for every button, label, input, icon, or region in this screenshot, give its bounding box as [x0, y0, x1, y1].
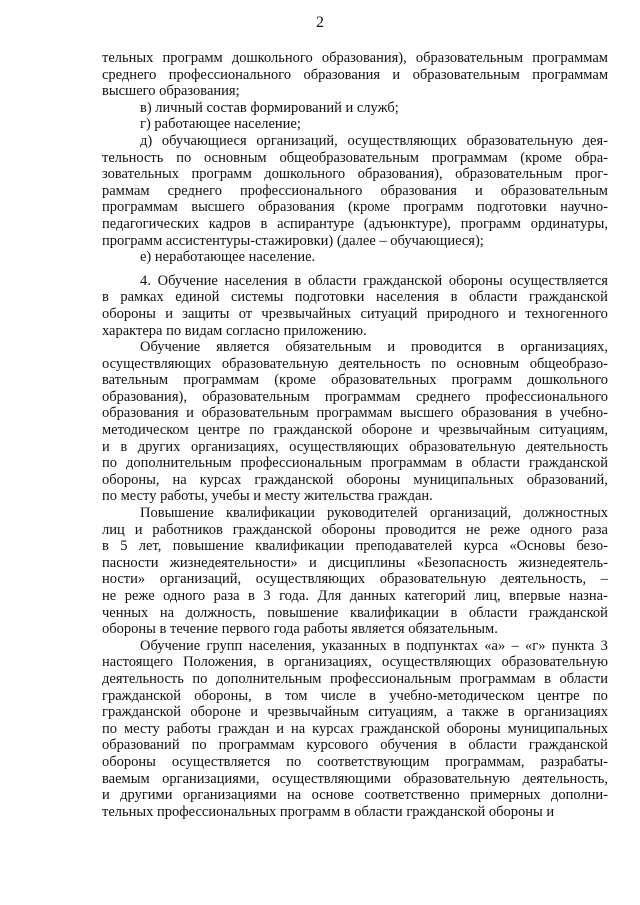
text-line: пасности жизнедеятельности» и дисциплины «Безопасность жизнедеятель-	[102, 554, 608, 571]
page-number: 2	[316, 14, 324, 31]
text-line: образований по программам курсового обучения в области гражданской	[102, 737, 608, 754]
text-line: ности» организаций, осуществляющих образовательную деятельность, –	[102, 571, 608, 588]
text-line: гражданской обороны, в том числе в учебно-методическом центре по	[102, 687, 608, 704]
text-line: ваемым организациями, осуществляющими образовательную деятельность,	[102, 770, 608, 787]
text-line: программ ассистентуры-стажировки) (далее – обучающиеся);	[102, 232, 484, 249]
text-line: в 5 лет, повышение квалификации преподавателей курса «Основы безо-	[102, 538, 608, 555]
text-line: и другими организациями на основе соответственно примерных дополни-	[102, 787, 608, 804]
text-line: настоящего Положения, в организациях, осуществляющих образовательную	[102, 654, 608, 671]
paragraph	[102, 339, 608, 505]
text-line: деятельность по дополнительным профессиональным программам в области	[102, 670, 608, 687]
text-line: в) личный состав формирований и служб;	[140, 99, 399, 116]
text-line: характера по видам согласно приложению.	[102, 322, 367, 339]
paragraph	[102, 116, 608, 133]
paragraph	[102, 100, 608, 117]
text-line: зовательных программ дошкольного образования), образовательным прог-	[102, 166, 608, 183]
text-line: лиц и работников гражданской обороны проводится не реже одного раза	[102, 521, 608, 538]
text-line: ченных на должность, повышение квалификации в области гражданской	[102, 604, 608, 621]
text-line: программам высшего образования (кроме программ подготовки научно-	[102, 199, 608, 216]
text-line: среднего профессионального образования и образовательным программам	[102, 66, 608, 83]
text-line: методическом центре по гражданской обороне и чрезвычайным ситуациям,	[102, 422, 608, 439]
text-line: высшего образования;	[102, 83, 240, 100]
text-line: не реже одного раза в 3 года. Для данных категорий лиц, впервые назна-	[102, 588, 608, 604]
text-line: обороны и защиты от чрезвычайных ситуаций природного и техногенного	[102, 305, 608, 322]
text-line: 4. Обучение населения в области гражданской обороны осуществляется	[140, 272, 608, 289]
text-line: тельность по основным общеобразовательным программам (кроме обра-	[102, 149, 608, 166]
paragraph	[102, 638, 608, 821]
paragraph	[102, 249, 608, 266]
text-line: в рамках единой системы подготовки населения в области гражданской	[102, 289, 608, 306]
paragraph	[102, 505, 608, 638]
paragraph	[102, 50, 608, 100]
text-line: вательным программам (кроме образовательных программ дошкольного	[102, 372, 608, 389]
document-body	[102, 50, 608, 820]
text-line: Обучение является обязательным и проводится в организациях,	[140, 339, 608, 356]
text-line: образования и образовательным программам высшего образования в учебно-	[102, 405, 608, 422]
text-line: осуществляющих образовательную деятельность по основным общеобразо-	[102, 355, 608, 372]
text-line: г) работающее население;	[140, 116, 301, 133]
text-line: тельных профессиональных программ в области гражданской обороны и	[102, 803, 555, 820]
text-line: по дополнительным профессиональным программам в области гражданской	[102, 455, 608, 472]
text-line: Обучение групп населения, указанных в подпунктах «а» – «г» пункта 3	[140, 637, 608, 654]
paragraph	[102, 133, 608, 249]
text-line: е) неработающее население.	[140, 249, 316, 266]
paragraph	[102, 273, 608, 339]
text-line: обороны, на курсах гражданской обороны муниципальных образований,	[102, 471, 608, 488]
text-line: д) обучающиеся организаций, осуществляющих образовательную дея-	[140, 132, 608, 149]
text-line: педагогических кадров в аспирантуре (адъюнктуре), программ ординатуры,	[102, 215, 608, 232]
text-line: раммам среднего профессионального образования и образовательным	[102, 182, 608, 199]
text-line: по месту работы граждан и на курсах гражданской обороны муниципальных	[102, 720, 608, 737]
text-line: по месту работы, учебы и месту жительства граждан.	[102, 488, 433, 505]
text-line: и в других организациях, осуществляющих образовательную деятельность	[102, 438, 608, 455]
text-line: обороны осуществляется по соответствующим программам, разрабаты-	[102, 753, 608, 770]
text-line: гражданской обороне и чрезвычайным ситуациям, а также в организациях	[102, 704, 608, 721]
text-line: образования), образовательным программам среднего профессионального	[102, 388, 608, 405]
text-line: обороны в течение первого года работы является обязательным.	[102, 621, 498, 638]
text-line: Повышение квалификации руководителей организаций, должностных	[140, 505, 608, 522]
text-line: тельных программ дошкольного образования), образовательным программам	[102, 50, 608, 66]
